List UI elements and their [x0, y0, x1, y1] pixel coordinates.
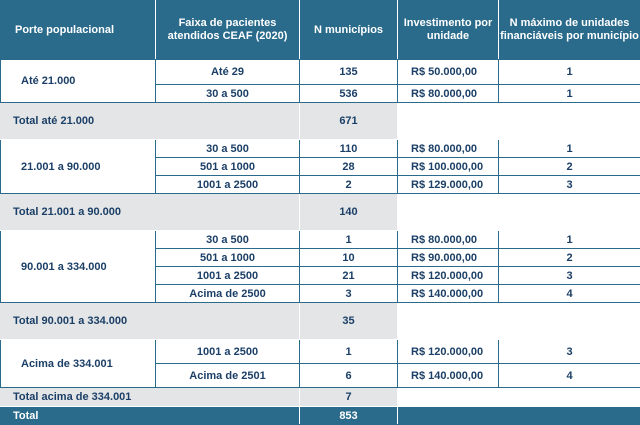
- municipios-cell: 6: [300, 364, 398, 388]
- total-value: 140: [300, 194, 398, 231]
- faixa-cell: 1001 a 2500: [156, 267, 300, 285]
- unidades-cell: 1: [499, 140, 640, 158]
- municipios-cell: 2: [300, 176, 398, 194]
- investimento-cell: R$ 80.000,00: [398, 231, 499, 249]
- total-label: Total acima de 334.001: [1, 388, 300, 407]
- header-faixa: Faixa de pacientes atendidos CEAF (2020): [156, 1, 300, 60]
- unidades-cell: 4: [499, 364, 640, 388]
- municipios-cell: 110: [300, 140, 398, 158]
- total-label: Total 90.001 a 334.000: [1, 303, 300, 340]
- investimento-cell: R$ 140.000,00: [398, 285, 499, 303]
- porte-cell: 21.001 a 90.000: [1, 140, 156, 194]
- unidades-cell: 1: [499, 85, 640, 103]
- total-blank: [398, 194, 640, 231]
- total-blank: [398, 303, 640, 340]
- porte-cell: 90.001 a 334.000: [1, 231, 156, 303]
- faixa-cell: 30 a 500: [156, 231, 300, 249]
- unidades-cell: 1: [499, 231, 640, 249]
- header-unidades: N máximo de unidades financiáveis por município: [499, 1, 640, 60]
- faixa-cell: 501 a 1000: [156, 158, 300, 176]
- grand-total-label: Total: [1, 407, 300, 425]
- faixa-cell: Acima de 2501: [156, 364, 300, 388]
- investimento-cell: R$ 100.000,00: [398, 158, 499, 176]
- total-value: 35: [300, 303, 398, 340]
- investimento-cell: R$ 129.000,00: [398, 176, 499, 194]
- municipios-cell: 536: [300, 85, 398, 103]
- unidades-cell: 3: [499, 340, 640, 364]
- unidades-cell: 2: [499, 158, 640, 176]
- faixa-cell: Acima de 2500: [156, 285, 300, 303]
- faixa-cell: 501 a 1000: [156, 249, 300, 267]
- municipios-cell: 21: [300, 267, 398, 285]
- investimento-cell: R$ 120.000,00: [398, 340, 499, 364]
- investimento-cell: R$ 90.000,00: [398, 249, 499, 267]
- total-value: 671: [300, 103, 398, 140]
- header-row: [1, 1, 640, 60]
- table-row: [1, 60, 640, 85]
- grand-total-row: [1, 407, 640, 425]
- unidades-cell: 3: [499, 267, 640, 285]
- municipios-cell: 10: [300, 249, 398, 267]
- unidades-cell: 1: [499, 60, 640, 85]
- investimento-cell: R$ 80.000,00: [398, 140, 499, 158]
- total-row: [1, 388, 640, 407]
- grand-total-value: 853: [300, 407, 398, 425]
- header-municipios: N municípios: [300, 1, 398, 60]
- porte-cell: Acima de 334.001: [1, 340, 156, 388]
- unidades-cell: 4: [499, 285, 640, 303]
- total-blank: [398, 388, 640, 407]
- unidades-cell: 3: [499, 176, 640, 194]
- investimento-cell: R$ 120.000,00: [398, 267, 499, 285]
- municipios-cell: 1: [300, 340, 398, 364]
- investimento-cell: R$ 80.000,00: [398, 85, 499, 103]
- total-row: [1, 103, 640, 140]
- header-porte: Porte populacional: [1, 1, 156, 60]
- total-blank: [398, 103, 640, 140]
- table-row: [1, 231, 640, 249]
- faixa-cell: 1001 a 2500: [156, 340, 300, 364]
- faixa-cell: 30 a 500: [156, 140, 300, 158]
- faixa-cell: 1001 a 2500: [156, 176, 300, 194]
- grand-total-blank: [398, 407, 640, 425]
- faixa-cell: 30 a 500: [156, 85, 300, 103]
- unidades-cell: 2: [499, 249, 640, 267]
- total-row: [1, 194, 640, 231]
- municipios-cell: 28: [300, 158, 398, 176]
- header-investimento: Investimento por unidade: [398, 1, 499, 60]
- investimento-cell: R$ 50.000,00: [398, 60, 499, 85]
- table-row: [1, 140, 640, 158]
- porte-cell: Até 21.000: [1, 60, 156, 103]
- faixa-cell: Até 29: [156, 60, 300, 85]
- total-value: 7: [300, 388, 398, 407]
- total-label: Total 21.001 a 90.000: [1, 194, 300, 231]
- municipios-cell: 135: [300, 60, 398, 85]
- total-row: [1, 303, 640, 340]
- municipios-cell: 3: [300, 285, 398, 303]
- investimento-cell: R$ 140.000,00: [398, 364, 499, 388]
- table-row: [1, 340, 640, 364]
- total-label: Total até 21.000: [1, 103, 300, 140]
- municipios-cell: 1: [300, 231, 398, 249]
